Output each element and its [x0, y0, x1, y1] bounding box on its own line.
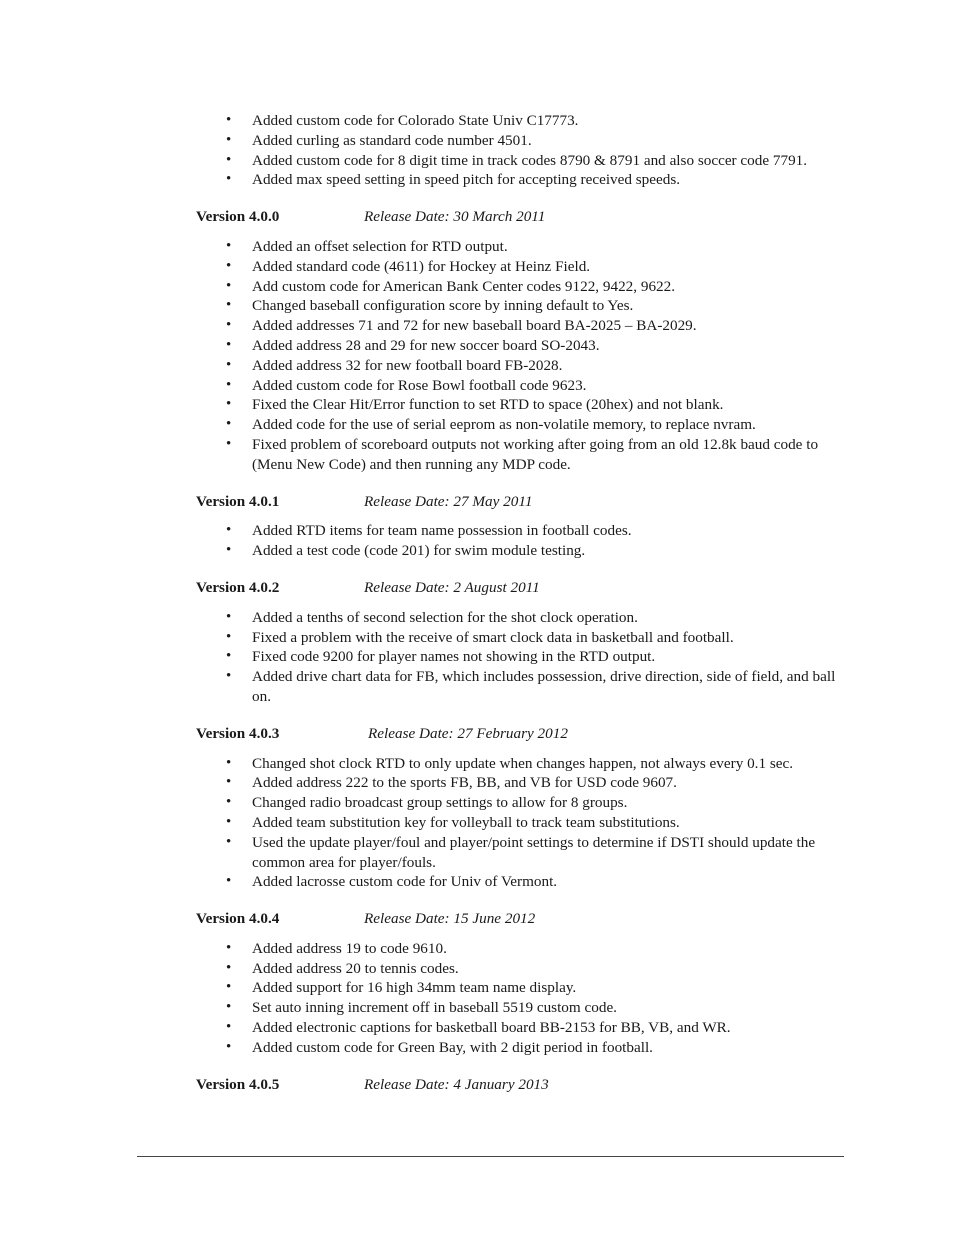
version-items [196, 939, 846, 1058]
release-date: Release Date: 2 August 2011 [364, 578, 540, 596]
intro-list [196, 111, 846, 190]
list-item: • Added custom code for Colorado State Univ C17773. [196, 111, 846, 131]
footer-divider [137, 1156, 844, 1157]
list-item: • Added support for 16 high 34mm team name display. [196, 978, 846, 998]
list-item: • Added address 28 and 29 for new soccer board SO-2043. [196, 336, 846, 356]
list-item: • Fixed problem of scoreboard outputs not working after going from an old 12.8k baud code to (Menu New Code) and then running any MDP code. [196, 435, 846, 475]
list-item: • Added drive chart data for FB, which includes possession, drive direction, side of field, and ball on. [196, 667, 846, 707]
list-item: • Changed shot clock RTD to only update when changes happen, not always every 0.1 sec. [196, 754, 846, 774]
list-item: • Added lacrosse custom code for Univ of Vermont. [196, 872, 846, 892]
list-item: • Fixed a problem with the receive of smart clock data in basketball and football. [196, 628, 846, 648]
list-item: • Added custom code for Green Bay, with 2 digit period in football. [196, 1038, 846, 1058]
version-heading [196, 1075, 846, 1095]
list-item: • Added addresses 71 and 72 for new baseball board BA-2025 – BA-2029. [196, 316, 846, 336]
list-item: • Changed radio broadcast group settings to allow for 8 groups. [196, 793, 846, 813]
list-item: • Added address 19 to code 9610. [196, 939, 846, 959]
list-item: • Added address 20 to tennis codes. [196, 959, 846, 979]
version-label: Version 4.0.1 [196, 492, 280, 510]
release-notes [196, 111, 846, 1104]
version-heading [196, 909, 846, 929]
list-item: • Fixed code 9200 for player names not showing in the RTD output. [196, 647, 846, 667]
list-item: • Added custom code for 8 digit time in track codes 8790 & 8791 and also soccer code 7791. [196, 151, 846, 171]
list-item: • Added an offset selection for RTD output. [196, 237, 846, 257]
version-heading [196, 578, 846, 598]
list-item: • Added electronic captions for basketball board BB-2153 for BB, VB, and WR. [196, 1018, 846, 1038]
version-items [196, 237, 846, 475]
list-item: • Changed baseball configuration score by inning default to Yes. [196, 296, 846, 316]
list-item: • Added address 222 to the sports FB, BB, and VB for USD code 9607. [196, 773, 846, 793]
version-heading [196, 492, 846, 512]
list-item: • Added a tenths of second selection for the shot clock operation. [196, 608, 846, 628]
list-item: • Added standard code (4611) for Hockey at Heinz Field. [196, 257, 846, 277]
release-date: Release Date: 27 May 2011 [364, 492, 533, 510]
version-label: Version 4.0.2 [196, 578, 280, 596]
release-date: Release Date: 4 January 2013 [364, 1075, 549, 1093]
release-date: Release Date: 27 February 2012 [368, 724, 568, 742]
release-date: Release Date: 15 June 2012 [364, 910, 536, 928]
version-label: Version 4.0.3 [196, 724, 280, 742]
list-item: • Added custom code for Rose Bowl football code 9623. [196, 376, 846, 396]
list-item: • Add custom code for American Bank Center codes 9122, 9422, 9622. [196, 277, 846, 297]
list-item: • Added team substitution key for volleyball to track team substitutions. [196, 813, 846, 833]
list-item: • Set auto inning increment off in baseball 5519 custom code. [196, 998, 846, 1018]
list-item: • Added a test code (code 201) for swim module testing. [196, 541, 846, 561]
version-heading [196, 724, 846, 744]
version-label: Version 4.0.0 [196, 208, 280, 226]
list-item: • Added code for the use of serial eeprom as non-volatile memory, to replace nvram. [196, 415, 846, 435]
list-item: • Fixed the Clear Hit/Error function to set RTD to space (20hex) and not blank. [196, 395, 846, 415]
version-items [196, 521, 846, 561]
list-item: • Added RTD items for team name possession in football codes. [196, 521, 846, 541]
release-date: Release Date: 30 March 2011 [364, 208, 546, 226]
version-label: Version 4.0.5 [196, 1075, 280, 1093]
version-items [196, 608, 846, 707]
list-item: • Added max speed setting in speed pitch for accepting received speeds. [196, 170, 846, 190]
version-items [196, 754, 846, 893]
list-item: • Used the update player/foul and player/point settings to determine if DSTI should update the common area for player/fouls. [196, 833, 846, 873]
version-label: Version 4.0.4 [196, 910, 280, 928]
list-item: • Added address 32 for new football board FB-2028. [196, 356, 846, 376]
version-heading [196, 207, 846, 227]
list-item: • Added curling as standard code number 4501. [196, 131, 846, 151]
